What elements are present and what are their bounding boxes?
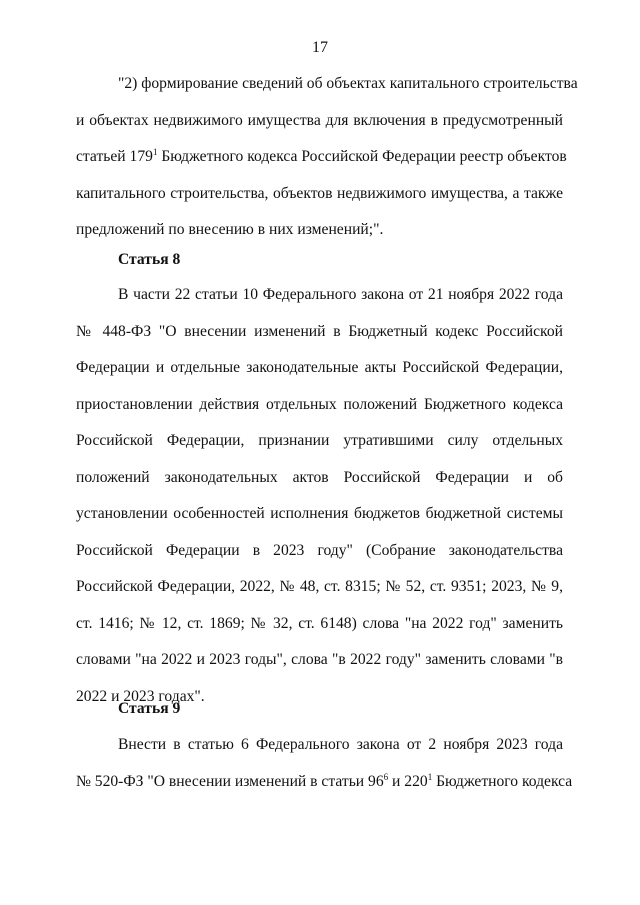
text-fragment: и 220	[388, 772, 428, 790]
text-line	[76, 764, 573, 801]
text-fragment: Бюджетного кодекса Российской Федерации реестр объектов	[157, 148, 567, 165]
text-line: Внести в статью 6 Федерального закона от 2 ноября 2023 года	[118, 736, 563, 753]
text-line: "2) формирование сведений об объектах капитального строительства	[118, 75, 578, 92]
text-line: № 448-ФЗ "О внесении изменений в Бюджетный кодекс Российской	[76, 322, 563, 340]
text-line: Российской Федерации, признании утратившими силу отдельных	[76, 432, 563, 449]
superscript: 1	[427, 771, 433, 782]
paragraph-formation-info	[76, 66, 578, 249]
text-line: Российской Федерации в 2023 году" (Собрание законодательства	[76, 541, 563, 559]
text-line: и объектах недвижимого имущества для включения в предусмотренный	[76, 111, 563, 129]
text-fragment: статьей 179	[76, 148, 153, 165]
text-line: В части 22 статьи 10 Федерального закона от 21 ноября 2022 года	[118, 286, 563, 303]
text-line: словами "на 2022 и 2023 годы", слова "в 2022 году" заменить словами "в	[76, 651, 563, 668]
page-number: 17	[312, 39, 328, 56]
text-line: ст. 1416; № 12, ст. 1869; № 32, ст. 6148) слова "на 2022 год" заменить	[76, 614, 563, 632]
text-line: капитального строительства, объектов недвижимого имущества, а также	[76, 184, 563, 202]
article-9-heading: Статья 9	[118, 700, 181, 717]
article-8-body	[76, 277, 563, 715]
text-line: приостановлении действия отдельных положений Бюджетного кодекса	[76, 395, 563, 413]
text-line: установлении особенностей исполнения бюджетов бюджетной системы	[76, 505, 563, 522]
superscript: 6	[383, 771, 389, 782]
superscript: 1	[152, 147, 158, 157]
text-line	[76, 139, 567, 176]
text-fragment: Бюджетного кодекса	[432, 772, 573, 790]
text-line: 2022 и 2023 годах".	[76, 687, 205, 705]
text-line: положений законодательных актов Российской Федерации и об	[76, 468, 563, 486]
text-line: предложений по внесению в них изменений;".	[76, 221, 384, 238]
text-fragment: № 520-ФЗ "О внесении изменений в статьи 96	[76, 772, 384, 790]
text-line: Российской Федерации, 2022, № 48, ст. 8315; № 52, ст. 9351; 2023, № 9,	[76, 578, 563, 595]
article-8-heading: Статья 8	[118, 251, 181, 268]
article-9-body	[76, 727, 573, 800]
text-line: Федерации и отдельные законодательные акты Российской Федерации,	[76, 359, 563, 376]
